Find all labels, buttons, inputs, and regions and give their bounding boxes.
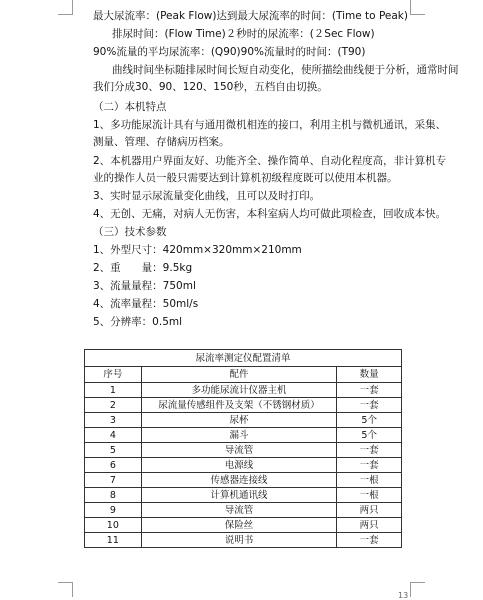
feature-item-2-cont: 业的操作人员一般只需要达到计算机初级程度既可以使用本机器。 — [93, 172, 398, 184]
config-table — [84, 349, 402, 548]
table-row — [85, 398, 402, 413]
row-quantity: 两只 — [337, 503, 402, 518]
feature-item-3: 3、实时显示尿流量变化曲线，且可以及时打印。 — [93, 190, 321, 202]
row-quantity: 一根 — [337, 488, 402, 503]
text-line-curve-time-cont: 我们分成30、90、120、150秒，五档自由切换。 — [93, 81, 328, 93]
table-row — [85, 533, 402, 548]
table-row — [85, 413, 402, 428]
row-part: 导流管 — [141, 443, 337, 458]
row-part: 多功能尿流计仪器主机 — [141, 383, 337, 398]
row-quantity: 5个 — [337, 413, 402, 428]
row-part: 导流管 — [141, 503, 337, 518]
row-index: 2 — [85, 398, 142, 413]
row-index: 1 — [85, 383, 142, 398]
row-index: 4 — [85, 428, 142, 443]
text-line-flow-time: 排尿时间：(Flow Time)２秒时的尿流率：(２Sec Flow) — [112, 28, 375, 40]
text-line-peak-flow: 最大尿流率：(Peak Flow)达到最大尿流率的时间：(Time to Peak) — [93, 10, 408, 22]
feature-item-1: 1、多功能尿流计具有与通用微机相连的接口，利用主机与微机通讯，采集、 — [93, 119, 447, 131]
spec-item-size: 1、外型尺寸：420mm×320mm×210mm — [93, 244, 302, 256]
row-quantity: 一套 — [337, 533, 402, 548]
row-index: 5 — [85, 443, 142, 458]
header-part: 配件 — [141, 367, 337, 383]
section-heading-specs: （三）技术参数 — [93, 226, 167, 238]
row-part: 尿流量传感组件及支架（不锈钢材质） — [141, 398, 337, 413]
table-caption: 尿流率测定仪配置清单 — [85, 350, 402, 367]
table-row — [85, 518, 402, 533]
row-quantity: 一套 — [337, 398, 402, 413]
row-index: 7 — [85, 473, 142, 488]
table-row — [85, 488, 402, 503]
row-index: 9 — [85, 503, 142, 518]
header-quantity: 数量 — [337, 367, 402, 383]
crop-mark-top-right — [410, 0, 425, 15]
row-index: 10 — [85, 518, 142, 533]
crop-mark-top-left — [58, 0, 73, 15]
table-row — [85, 473, 402, 488]
row-part: 电源线 — [141, 458, 337, 473]
spec-item-flow-range: 4、流率量程：50ml/s — [93, 298, 199, 310]
table-row — [85, 428, 402, 443]
text-line-q90: 90%流量的平均尿流率：(Q90)90%流量时的时间：(T90) — [93, 46, 366, 58]
crop-mark-bottom-right — [410, 582, 425, 597]
row-index: 8 — [85, 488, 142, 503]
row-index: 3 — [85, 413, 142, 428]
row-part: 保险丝 — [141, 518, 337, 533]
row-index: 11 — [85, 533, 142, 548]
spec-item-weight: 2、重 量：9.5kg — [93, 262, 193, 274]
text-line-curve-time: 曲线时间坐标随排尿时间长短自动变化，使所描绘曲线便于分析，通常时间 — [112, 64, 459, 76]
row-part: 说明书 — [141, 533, 337, 548]
section-heading-features: （二）本机特点 — [93, 101, 167, 113]
crop-mark-bottom-left — [58, 582, 73, 597]
spec-item-resolution: 5、分辨率：0.5ml — [93, 316, 183, 328]
feature-item-1-cont: 测量、管理、存储病历档案。 — [93, 136, 230, 148]
table-row — [85, 443, 402, 458]
row-quantity: 两只 — [337, 518, 402, 533]
page-number: 13 — [398, 591, 409, 600]
table-row — [85, 458, 402, 473]
row-part: 传感器连接线 — [141, 473, 337, 488]
header-index: 序号 — [85, 367, 142, 383]
row-part: 计算机通讯线 — [141, 488, 337, 503]
feature-item-2: 2、本机器用户界面友好、功能齐全、操作简单、自动化程度高，非计算机专 — [93, 155, 447, 167]
row-quantity: 一套 — [337, 443, 402, 458]
spec-item-volume-range: 3、流量量程：750ml — [93, 280, 196, 292]
feature-item-4: 4、无创、无痛，对病人无伤害，本科室病人均可做此项检查，回收成本快。 — [93, 208, 447, 220]
row-quantity: 一套 — [337, 383, 402, 398]
row-index: 6 — [85, 458, 142, 473]
table-row — [85, 503, 402, 518]
table-row — [85, 383, 402, 398]
row-quantity: 一根 — [337, 473, 402, 488]
row-quantity: 5个 — [337, 428, 402, 443]
row-part: 尿杯 — [141, 413, 337, 428]
row-part: 漏斗 — [141, 428, 337, 443]
row-quantity: 一套 — [337, 458, 402, 473]
